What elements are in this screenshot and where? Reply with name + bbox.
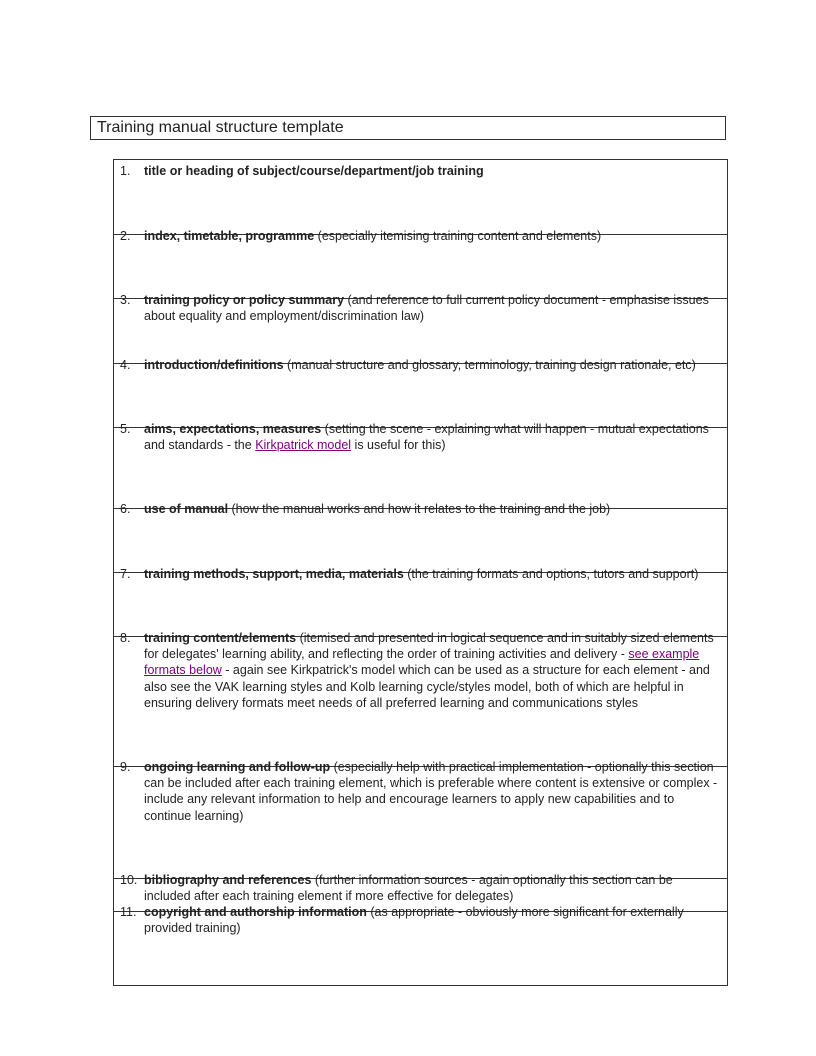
item-number: 4.: [120, 358, 131, 372]
item-description: (especially itemising training content and elements): [314, 229, 602, 243]
item-number: 10.: [120, 873, 138, 887]
item-text: [144, 163, 722, 179]
item-description: (the training formats and options, tutors and support): [403, 567, 699, 581]
item-heading: bibliography and references: [144, 873, 312, 887]
item-heading: training methods, support, media, materials: [144, 567, 404, 581]
item-number: 3.: [120, 293, 131, 307]
item-number: 8.: [120, 631, 131, 645]
item-number: 9.: [120, 760, 131, 774]
item-heading: copyright and authorship information: [144, 905, 367, 919]
item-description-cont: - again see Kirkpatrick's model which can be used as a structure for each element - and also see the VAK learning styles and Kolb learning cycle/styles model, both of which are helpful in ensuring delivery formats meet needs of all preferred learning and communications styles: [144, 663, 710, 710]
item-text: [144, 904, 722, 936]
kirkpatrick-model-link[interactable]: Kirkpatrick model: [255, 438, 352, 453]
item-description: (itemised and presented in logical sequence and in suitably sized elements for delegates' learning ability, and reflecting the order of training activities and delivery -: [144, 631, 714, 662]
item-description: (how the manual works and how it relates to the training and the job): [228, 502, 611, 516]
item-text: [144, 501, 722, 517]
item-number: 7.: [120, 567, 131, 581]
item-description: (manual structure and glossary, terminology, training design rationale, etc): [283, 358, 696, 372]
document-title: Training manual structure template: [97, 119, 344, 136]
item-description: (further information sources - again optionally this section can be included after each training element if more effective for delegates): [144, 873, 673, 904]
item-heading: ongoing learning and follow-up: [144, 760, 331, 774]
item-text: [144, 228, 722, 244]
item-number: 5.: [120, 422, 131, 436]
item-text: [144, 872, 722, 904]
item-number: 11.: [120, 905, 137, 919]
item-text: [144, 357, 722, 373]
item-description-cont: is useful for this): [351, 438, 446, 453]
item-text: [144, 292, 722, 324]
item-text: [144, 630, 722, 711]
item-description: (as appropriate - obviously more significant for externally provided training): [144, 905, 684, 936]
item-text: [144, 566, 722, 582]
item-heading: training content/elements: [144, 631, 297, 645]
item-text: [144, 421, 722, 453]
item-number: 6.: [120, 502, 131, 516]
document-title-box: [90, 116, 726, 140]
item-heading: introduction/definitions: [144, 358, 284, 372]
item-text: [144, 759, 722, 824]
item-heading: training policy or policy summary: [144, 293, 345, 307]
item-description: (especially help with practical implementation - optionally this section can be included after each training element, which is preferable where content is extensive or complex - include any relevant information to help and encourage learners to apply new capabilities and to continue learning): [144, 760, 718, 823]
item-description: (setting the scene - explaining what will happen - mutual expectations and standards - the: [144, 422, 709, 453]
item-description: (and reference to full current policy document - emphasise issues about equality and employment/discrimination law): [144, 293, 709, 324]
item-heading: aims, expectations, measures: [144, 422, 322, 436]
structure-list: [113, 159, 728, 986]
item-heading: title or heading of subject/course/department/job training: [144, 164, 484, 178]
item-heading: use of manual: [144, 502, 229, 516]
item-number: 1.: [120, 164, 131, 178]
example-formats-link[interactable]: see example formats below: [144, 647, 700, 678]
item-heading: index, timetable, programme: [144, 229, 315, 243]
item-number: 2.: [120, 229, 131, 243]
